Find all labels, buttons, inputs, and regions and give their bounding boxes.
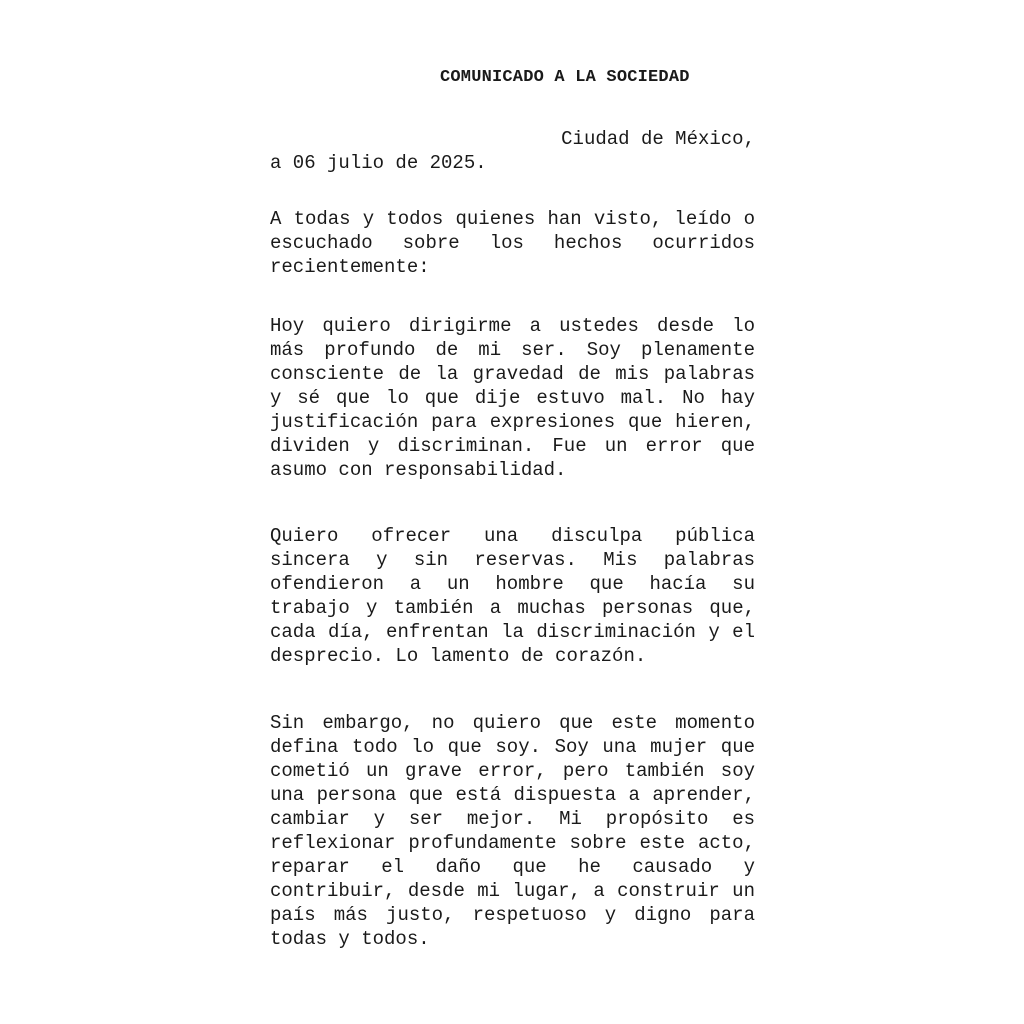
date-block	[270, 127, 755, 175]
place-line: Ciudad de México,	[561, 128, 755, 150]
paragraph-3: Sin embargo, no quiero que este momento defina todo lo que soy. Soy una mujer que cometió un grave error, pero también soy una persona que está dispuesta a aprender, cambiar y ser mejor. Mi propósito es reflexionar profundamente sobre este acto, reparar el daño que he causado y contribuir, desde mi lugar, a construir un país más justo, respetuoso y digno para todas y todos.	[270, 712, 755, 950]
document-title: COMUNICADO A LA SOCIEDAD	[440, 68, 690, 87]
salutation: A todas y todos quienes han visto, leído o escuchado sobre los hechos ocurridos recientemente:	[270, 208, 755, 278]
paragraph-1: Hoy quiero dirigirme a ustedes desde lo más profundo de mi ser. Soy plenamente consciente de la gravedad de mis palabras y sé que lo que dije estuvo mal. No hay justificación para expresiones que hieren, dividen y discriminan. Fue un error que asumo con responsabilidad.	[270, 315, 755, 481]
date-line: a 06 julio de 2025.	[270, 152, 487, 174]
paragraph-2: Quiero ofrecer una disculpa pública sincera y sin reservas. Mis palabras ofendieron a un hombre que hacía su trabajo y también a muchas personas que, cada día, enfrentan la discriminación y el desprecio. Lo lamento de corazón.	[270, 525, 755, 667]
